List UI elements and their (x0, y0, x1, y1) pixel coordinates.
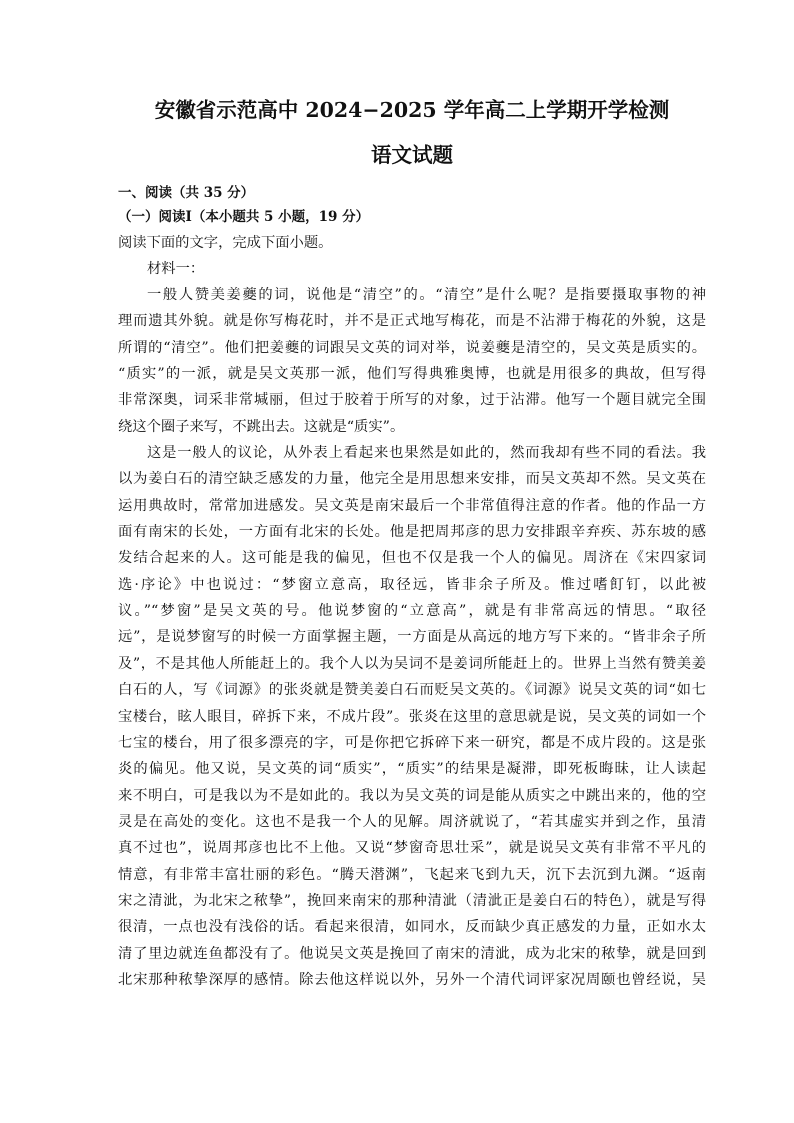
paragraph-line: 一般人赞美姜夔的词，说他是“清空”的。“清空”是什么呢？是指要摄取事物的神 (147, 287, 706, 303)
paragraph-line: 所谓的“清空”。他们把姜夔的词跟吴文英的词对举，说姜夔是清空的，吴文英是质实的。 (118, 339, 706, 356)
paragraph-line: 非常深奥，词采非常堿丽，但过于胶着于所写的对象，过于沾滞。他写一个题目就完全围 (118, 392, 706, 409)
paragraph-line: 白石的人，写《词源》的张炎就是赞美姜白石而贬吴文英的。《词源》说吴文英的词“如七 (118, 682, 706, 699)
paragraph-line: 远”，是说梦窗写的时候一方面掌握主题，一方面是从高远的地方写下来的。“皆非余子所 (118, 629, 706, 646)
paragraph-line: 以为姜白石的清空缺乏感发的力量，他完全是用思想来安排，而吴文英却不然。吴文英在 (118, 471, 706, 488)
subsection-heading: （一）阅读Ⅰ（本小题共 5 小题，19 分） (118, 209, 370, 225)
material-label: 材料一： (147, 261, 205, 277)
paragraph-line: 宝楼台，眩人眼目，碎拆下来，不成片段”。张炎在这里的意思就是说，吴文英的词如一个 (118, 708, 706, 725)
paragraph-line: 选·序论》中也说过：“梦窗立意高，取径远，皆非余子所及。惟过嗜飣钉，以此被 (118, 576, 706, 593)
paragraph-line: 理而遗其外貌。就是你写梅花时，并不是正式地写梅花，而是不沾滞于梅花的外貌，这是 (118, 313, 706, 330)
paragraph-line: 宋之清泚，为北宋之秾挚”，挽回来南宋的那种清泚（清泚正是姜白石的特色），就是写得 (118, 892, 706, 909)
paragraph-line: 真不过也”，说周邦彦也比不上他。又说“梦窗奇思壮采”，就是说吴文英有非常不平凡的 (118, 840, 706, 857)
paragraph-line: 发结合起来的人。这可能是我的偏见，但也不仅是我一个人的偏见。周济在《宋四家词 (118, 550, 706, 567)
paragraph-line: 北宋那种秾挚深厚的感情。除去他这样说以外，另外一个清代词评家况周颐也曾经说，吴 (118, 971, 706, 988)
paragraph-line: “质实”的一派，就是吴文英那一派，他们写得典雅奥博，也就是用很多的典故，但写得 (118, 366, 706, 383)
paragraph-line: 绕这个圈子来写，不跳出去。这就是“质实”。 (118, 418, 405, 435)
paragraph-2 (118, 440, 706, 993)
paragraph-line: 运用典故时，常常加进感发。吴文英是南宋最后一个非常值得注意的作者。他的作品一方 (118, 497, 706, 514)
paragraph-line: 炎的偏见。他又说，吴文英的词“质实”，“质实”的结果是凝滞，即死板晦昧，让人读起 (118, 761, 706, 778)
paragraph-line: 清了里边就连鱼都没有了。他说吴文英是挽回了南宋的清泚，成为北宋的秾挚，就是回到 (118, 945, 706, 962)
paragraph-line: 情意，有非常丰富壮丽的彩色。“腾天潜渊”，飞起来飞到九天，沉下去沉到九渊。“返南 (118, 866, 706, 883)
paragraph-line: 这是一般人的议论，从外表上看起来也果然是如此的，然而我却有些不同的看法。我 (147, 445, 706, 462)
paragraph-line: 来不明白，可是我以为不是如此的。我以为吴文英的词是能从质实之中跳出来的，他的空 (118, 787, 706, 804)
instruction-text: 阅读下面的文字，完成下面小题。 (118, 235, 333, 251)
paragraph-line: 灵是在高处的变化。这也不是我一个人的见解。周济就说了，“若其虚实并到之作，虽清 (118, 813, 706, 830)
paragraph-line: 很清，一点也没有浅俗的话。看起来很清，如同水，反而缺少真正感发的力量，正如水太 (118, 919, 706, 936)
paragraph-line: 七宝的楼台，用了很多漂亮的字，可是你把它拆碎下来一研究，都是不成片段的。这是张 (118, 734, 706, 751)
paragraph-line: 面有南宋的长处，一方面有北宋的长处。他是把周邦彦的思力安排跟辛弃疾、苏东坡的感 (118, 524, 706, 541)
paragraph-line: 议。”“梦窗”是吴文英的号。他说梦窗的“立意高”，就是有非常高远的情思。“取径 (118, 603, 706, 620)
paragraph-line: 及”，不是其他人所能赶上的。我个人以为吴词不是姜词所能赶上的。世界上当然有赞美姜 (118, 655, 706, 672)
document-subtitle: 语文试题 (371, 143, 453, 167)
paragraph-1 (118, 282, 706, 440)
document-title: 安徽省示范高中 2024−2025 学年高二上学期开学检测 (154, 98, 670, 122)
section-heading: 一、阅读（共 35 分） (118, 185, 255, 201)
